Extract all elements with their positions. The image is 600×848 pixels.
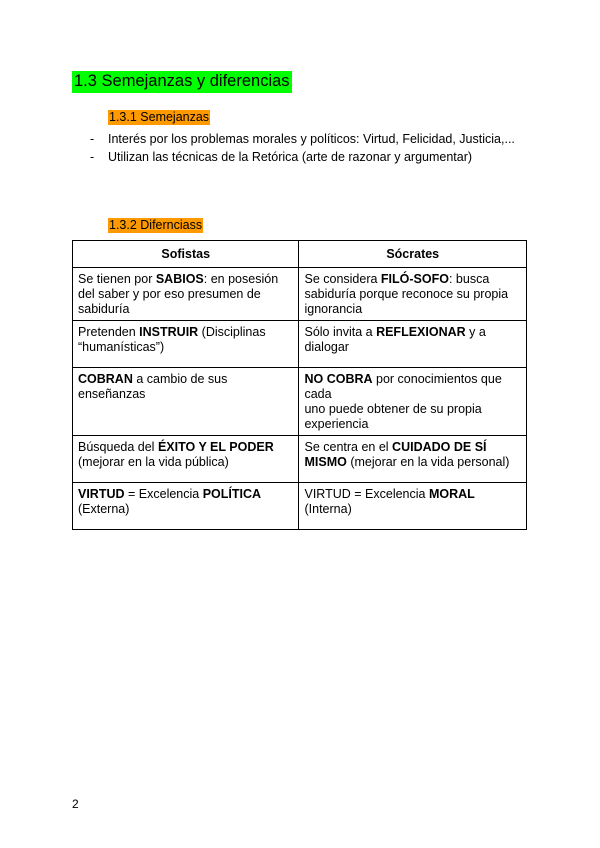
cell-socrates: VIRTUD = Excelencia MORAL (Interna)	[299, 483, 527, 530]
table-row	[73, 368, 527, 436]
list-item: - Interés por los problemas morales y políticos: Virtud, Felicidad, Justicia,...	[90, 130, 520, 148]
table-row	[73, 483, 527, 530]
similarities-heading: 1.3.1 Semejanzas	[109, 110, 210, 124]
table-row	[73, 436, 527, 483]
cell-socrates: NO COBRA por conocimientos que cada uno puede obtener de su propia experiencia	[299, 368, 527, 436]
cell-sofistas: COBRAN a cambio de sus enseñanzas	[73, 368, 299, 436]
column-header-sofistas: Sofistas	[73, 241, 299, 268]
cell-socrates: Se centra en el CUIDADO DE SÍ MISMO (mejorar en la vida personal)	[299, 436, 527, 483]
differences-heading: 1.3.2 Difernciass	[109, 218, 203, 232]
similarities-list	[90, 130, 520, 166]
page-number: 2	[72, 797, 79, 811]
differences-table	[72, 240, 527, 530]
cell-sofistas: Pretenden INSTRUIR (Disciplinas “humanísticas”)	[73, 321, 299, 368]
table-row	[73, 268, 527, 321]
list-item: - Utilizan las técnicas de la Retórica (arte de razonar y argumentar)	[90, 148, 520, 166]
cell-socrates: Se considera FILÓ-SOFO: busca sabiduría porque reconoce su propia ignorancia	[299, 268, 527, 321]
cell-sofistas: Búsqueda del ÉXITO Y EL PODER (mejorar en la vida pública)	[73, 436, 299, 483]
table-header-row	[73, 241, 527, 268]
column-header-socrates: Sócrates	[299, 241, 527, 268]
section-title: 1.3 Semejanzas y diferencias	[72, 71, 292, 93]
cell-sofistas: VIRTUD = Excelencia POLÍTICA (Externa)	[73, 483, 299, 530]
cell-sofistas: Se tienen por SABIOS: en posesión del saber y por eso presumen de sabiduría	[73, 268, 299, 321]
cell-socrates: Sólo invita a REFLEXIONAR y a dialogar	[299, 321, 527, 368]
table-row	[73, 321, 527, 368]
